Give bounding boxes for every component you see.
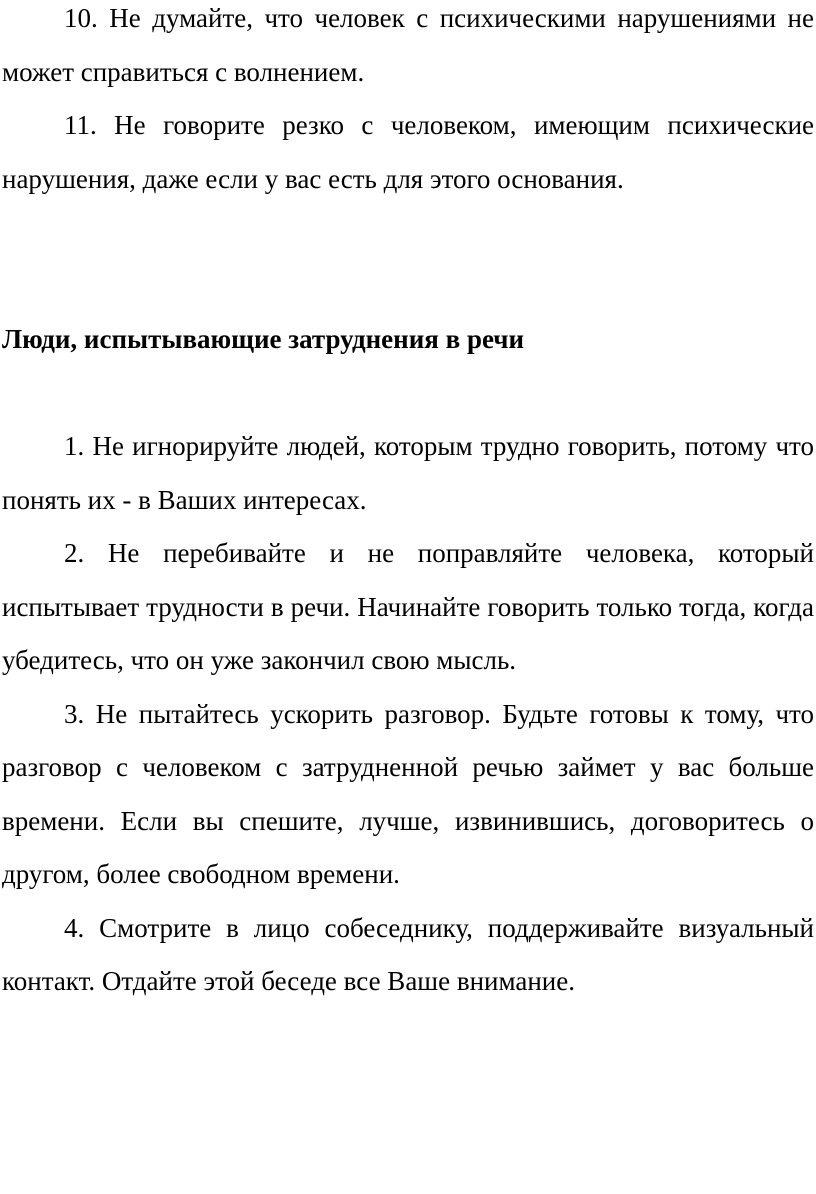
list-item-1: 1. Не игнорируйте людей, которым трудно говорить, потому что понять их - в Ваших интересах. [2,431,814,515]
spacer [2,367,814,421]
section-heading: Люди, испытывающие затруднения в речи [2,324,525,354]
spacer [2,206,814,313]
list-item-4: 4. Смотрите в лицо собеседнику, поддерживайте визуальный контакт. Отдайте этой беседе все Ваше внимание. [2,912,814,996]
list-item-11: 11. Не говорите резко с человеком, имеющим психические нарушения, даже если у вас есть для этого основания. [2,110,814,194]
document-body [2,0,814,1009]
list-item-2: 2. Не перебивайте и не поправляйте человека, который испытывает трудности в речи. Начинайте говорить только тогда, когда убедитесь, что он уже закончил свою мысль. [2,538,814,675]
list-item-3: 3. Не пытайтесь ускорить разговор. Будьте готовы к тому, что разговор с человеком с затрудненной речью займет у вас больше времени. Если вы спешите, лучше, извинившись, договоритесь о другом, более свободном времени. [2,698,814,889]
list-item-10: 10. Не думайте, что человек с психическими нарушениями не может справиться с волнением. [2,3,814,87]
